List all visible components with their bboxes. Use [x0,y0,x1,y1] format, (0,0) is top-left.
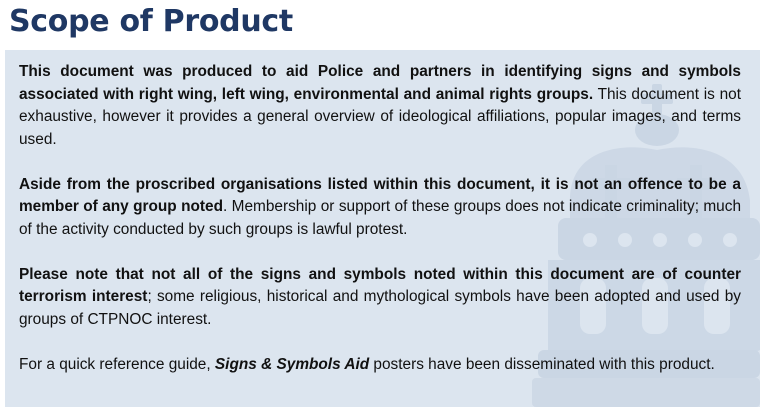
paragraph-membership [19,174,741,242]
paragraph-membership-rest: . Membership or support of these groups does not indicate criminality; much of the activity conducted by such groups is lawful protest. [19,198,741,238]
scope-panel [5,50,760,407]
paragraph-reference [19,354,741,377]
paragraph-reference-emphasis: Signs & Symbols Aid [214,355,370,373]
paragraph-reference-before: For a quick reference guide, [19,355,215,373]
paragraph-membership-bold: Aside from the proscribed organisations listed within this document, it is not an offence to be a member of any group noted [19,175,741,215]
scope-body [19,61,741,376]
paragraph-purpose-rest: This document is not exhaustive, however it provides a general overview of ideological affiliations, popular images, and terms used. [19,85,741,148]
paragraph-interest-bold: Please note that not all of the signs and symbols noted within this document are of counter terrorism interest [19,265,741,305]
page-title: Scope of Product [9,4,293,39]
paragraph-interest [19,264,741,332]
paragraph-purpose [19,61,741,151]
paragraph-purpose-bold: This document was produced to aid Police and partners in identifying signs and symbols associated with right wing, left wing, environmental and animal rights groups. [19,63,741,103]
paragraph-reference-after: posters have been disseminated with this product. [369,355,715,373]
paragraph-interest-rest: ; some religious, historical and mythological symbols have been adopted and used by groups of CTPNOC interest. [19,288,741,328]
